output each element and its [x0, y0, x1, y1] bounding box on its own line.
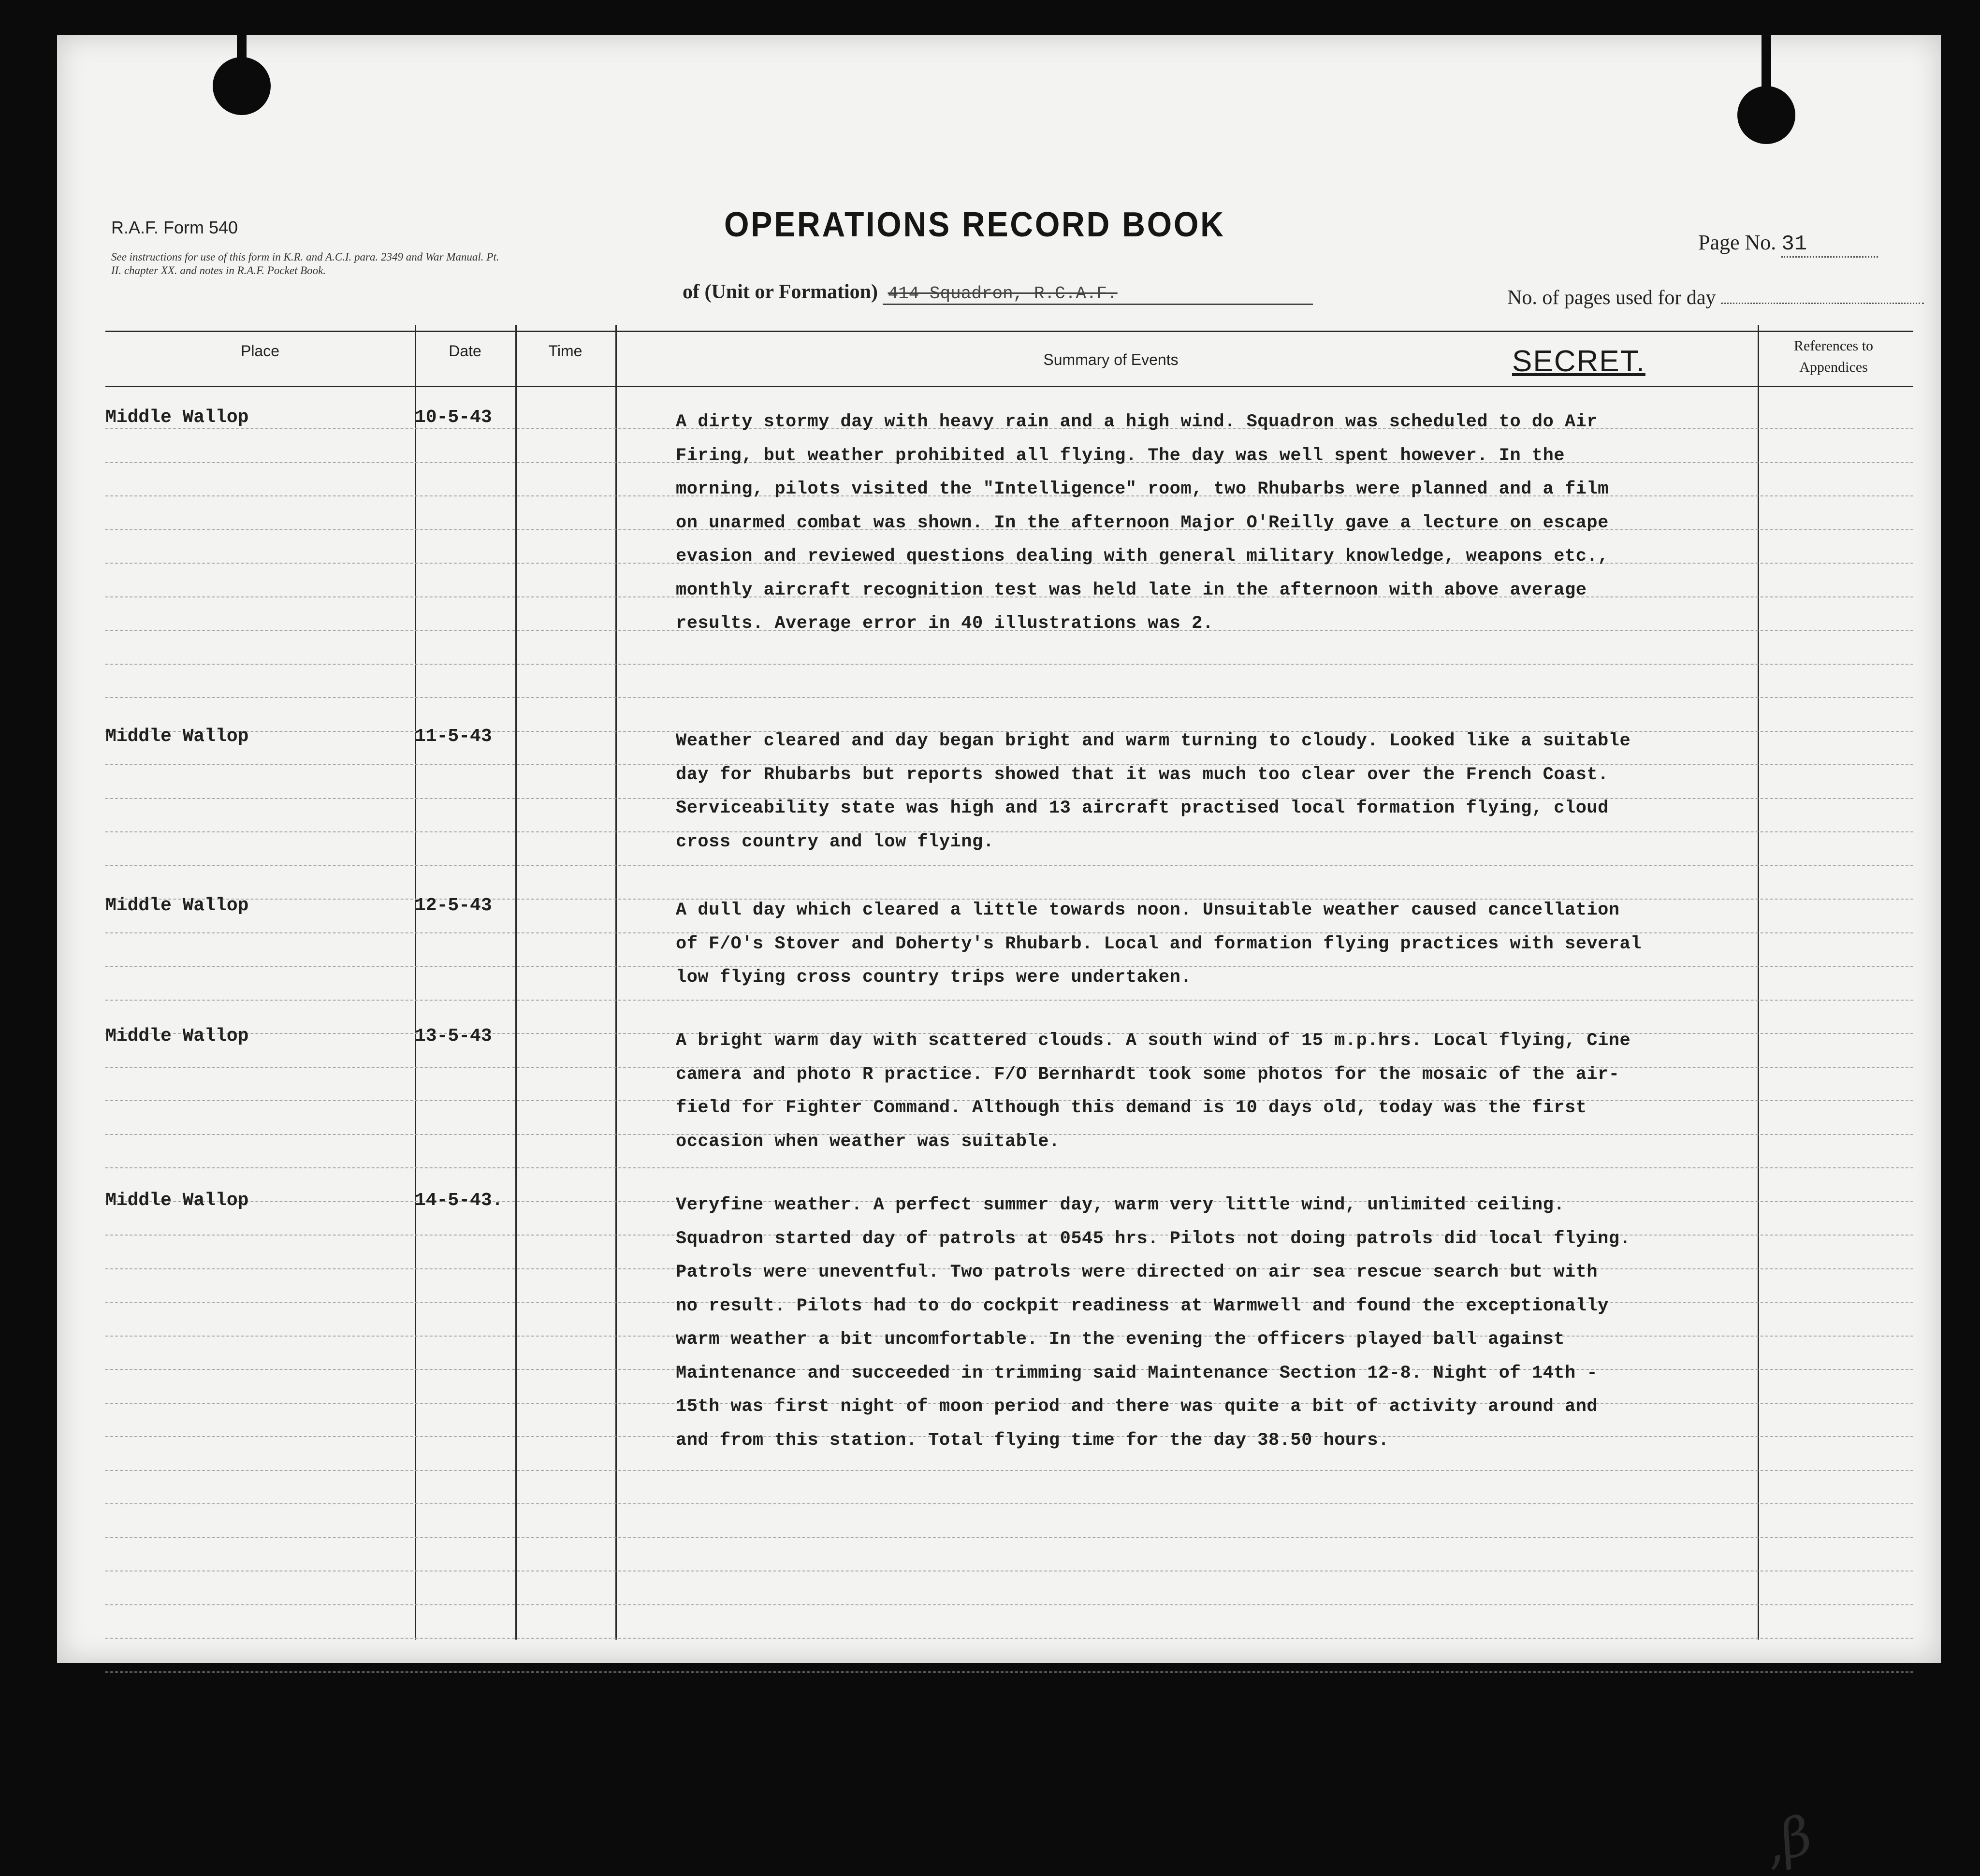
- form-label: R.A.F. Form 540: [111, 218, 238, 237]
- column-divider: [1758, 325, 1759, 1640]
- punch-hole: [213, 57, 271, 115]
- summary-line: Veryfine weather. A perfect summer day, warm very little wind, unlimited ceiling.: [676, 1195, 1565, 1215]
- summary-line: A dull day which cleared a little towards noon. Unsuitable weather caused cancellation: [676, 900, 1620, 920]
- unit-field: [683, 280, 1313, 305]
- ruled-line: [105, 1638, 1913, 1639]
- ruled-line: [105, 865, 1913, 866]
- summary-line: and from this station. Total flying time for the day 38.50 hours.: [676, 1430, 1389, 1451]
- summary-line: no result. Pilots had to do cockpit readiness at Warmwell and found the exceptionally: [676, 1296, 1609, 1316]
- column-header-summary: Summary of Events: [1043, 351, 1179, 368]
- initials-signature: ,β: [1756, 1803, 1819, 1876]
- ruled-line: [105, 932, 1913, 933]
- column-divider: [415, 325, 416, 1640]
- entry-date: 10-5-43: [415, 407, 492, 428]
- summary-line: warm weather a bit uncomfortable. In the evening the officers played ball against: [676, 1329, 1565, 1350]
- punch-hole: [1737, 86, 1795, 144]
- entry-place: Middle Wallop: [105, 1026, 249, 1047]
- entry-date: 13-5-43: [415, 1026, 492, 1047]
- summary-line: day for Rhubarbs but reports showed that it was much too clear over the French Coast.: [676, 765, 1609, 785]
- ruled-line: [105, 1503, 1913, 1504]
- ruled-line: [105, 664, 1913, 665]
- summary-line: Maintenance and succeeded in trimming said Maintenance Section 12-8. Night of 14th -: [676, 1363, 1598, 1383]
- summary-line: Weather cleared and day began bright and warm turning to cloudy. Looked like a suitable: [676, 731, 1631, 751]
- summary-line: low flying cross country trips were undertaken.: [676, 967, 1192, 988]
- entry-date: 11-5-43: [415, 726, 492, 747]
- summary-line: evasion and reviewed questions dealing with general military knowledge, weapons etc.,: [676, 546, 1609, 567]
- summary-line: cross country and low flying.: [676, 832, 994, 852]
- entry-place: Middle Wallop: [105, 1190, 249, 1211]
- table-top-border: [105, 331, 1913, 332]
- ruled-line: [105, 899, 1913, 900]
- classification-stamp: SECRET.: [1512, 345, 1645, 378]
- page-number-label: Page No.: [1698, 231, 1776, 254]
- page-number-value: 31: [1781, 232, 1878, 258]
- summary-line: 15th was first night of moon period and there was quite a bit of activity around and: [676, 1396, 1598, 1417]
- ruled-line: [105, 1167, 1913, 1168]
- ruled-line: [105, 831, 1913, 832]
- summary-line: A bright warm day with scattered clouds. A south wind of 15 m.p.hrs. Local flying, Cine: [676, 1031, 1631, 1051]
- ruled-line: [105, 1537, 1913, 1538]
- pages-used-label: No. of pages used for day: [1507, 287, 1716, 309]
- ruled-line: [105, 697, 1913, 698]
- summary-line: of F/O's Stover and Doherty's Rhubarb. Local and formation flying practices with several: [676, 934, 1642, 954]
- summary-line: monthly aircraft recognition test was held late in the afternoon with above average: [676, 580, 1587, 600]
- entry-place: Middle Wallop: [105, 726, 249, 747]
- form-instructions: See instructions for use of this form in K.R. and A.C.I. para. 2349 and War Manual. Pt. II. chapter XX. and notes in R.A.F. Pocket Book.: [111, 251, 499, 276]
- summary-line: morning, pilots visited the "Intelligence" room, two Rhubarbs were planned and a film: [676, 479, 1609, 499]
- unit-value: 414 Squadron, R.C.A.F.: [883, 284, 1313, 305]
- summary-line: field for Fighter Command. Although this demand is 10 days old, today was the first: [676, 1098, 1587, 1118]
- summary-line: results. Average error in 40 illustrations was 2.: [676, 613, 1214, 634]
- table-header-border: [105, 386, 1913, 387]
- summary-line: on unarmed combat was shown. In the afternoon Major O'Reilly gave a lecture on escape: [676, 513, 1609, 533]
- entry-date: 12-5-43: [415, 895, 492, 916]
- column-divider: [515, 325, 517, 1640]
- summary-line: Patrols were uneventful. Two patrols were directed on air sea rescue search but with: [676, 1262, 1598, 1282]
- ruled-line: [105, 1604, 1913, 1605]
- summary-line: Firing, but weather prohibited all flying. The day was well spent however. In the: [676, 446, 1565, 466]
- record-sheet: [57, 35, 1941, 1876]
- page-number: [1698, 230, 1878, 258]
- pages-used-field: [1507, 286, 1924, 309]
- ruled-line: [105, 1000, 1913, 1001]
- entry-place: Middle Wallop: [105, 407, 249, 428]
- summary-line: occasion when weather was suitable.: [676, 1132, 1060, 1152]
- page-title: OPERATIONS RECORD BOOK: [724, 205, 1225, 244]
- ruled-line: [105, 1470, 1913, 1471]
- entry-date: 14-5-43.: [415, 1190, 503, 1211]
- ruled-line: [105, 966, 1913, 967]
- summary-line: camera and photo R practice. F/O Bernhardt took some photos for the mosaic of the air-: [676, 1064, 1620, 1085]
- entry-place: Middle Wallop: [105, 895, 249, 916]
- summary-line: Squadron started day of patrols at 0545 hrs. Pilots not doing patrols did local flying.: [676, 1229, 1631, 1249]
- unit-label: of (Unit or Formation): [683, 281, 878, 303]
- column-header-references: References to Appendices: [1793, 338, 1874, 375]
- column-header-time: Time: [548, 342, 582, 360]
- column-divider: [615, 325, 617, 1640]
- column-header-date: Date: [449, 342, 481, 360]
- column-header-place: Place: [240, 342, 280, 360]
- summary-line: Serviceability state was high and 13 aircraft practised local formation flying, cloud: [676, 798, 1609, 818]
- record-table: [105, 325, 1913, 1876]
- summary-line: A dirty stormy day with heavy rain and a high wind. Squadron was scheduled to do Air: [676, 412, 1598, 432]
- pages-used-blank: [1721, 303, 1924, 304]
